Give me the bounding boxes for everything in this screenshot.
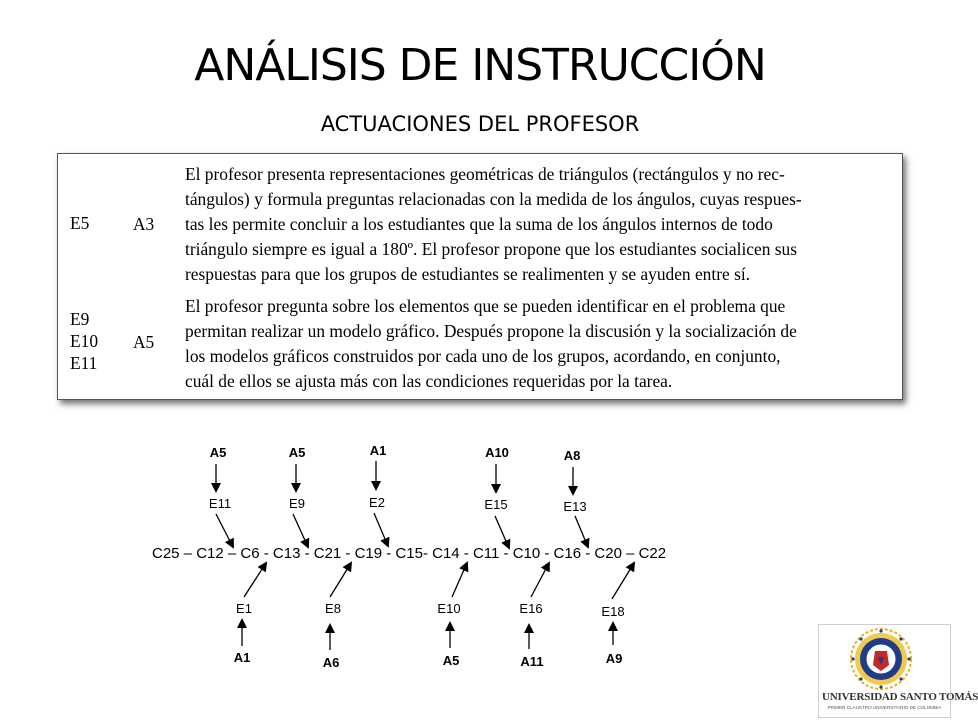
page-subtitle: ACTUACIONES DEL PROFESOR — [320, 112, 640, 136]
description-line: El profesor presenta representaciones geométricas de triángulos (rectángulos y no rec- — [185, 164, 785, 184]
top-episode-label: E13 — [563, 499, 587, 514]
sequence-text: C25 – C12 – C6 - C13 - C21 - C19 - C15- C14 - C11 - C10 - C16 - C20 – C22 — [152, 545, 667, 562]
description-line: respuestas para que los grupos de estudiantes se realimenten y se ayuden entre sí. — [185, 264, 751, 284]
episode-code: E11 — [70, 353, 98, 373]
description-line: triángulo siempre es igual a 180º. El profesor propone que los estudiantes socialicen sus — [185, 239, 797, 259]
description-line: los modelos gráficos construidos por cada uno de los grupos, acordando, en conjunto, — [185, 346, 781, 366]
university-logo — [818, 624, 978, 718]
top-episode-label: E2 — [369, 495, 385, 510]
episode-arrow — [531, 563, 549, 597]
episode-arrow — [293, 514, 308, 547]
logo-tagline: PRIMER CLAUSTRO UNIVERSITARIO DE COLOMBIA — [827, 705, 942, 710]
top-action-label: A10 — [485, 445, 509, 460]
top-episode-label: E15 — [484, 497, 508, 512]
top-action-label: A1 — [369, 443, 387, 458]
bottom-action-label: A6 — [322, 655, 340, 670]
bottom-action-label: A5 — [442, 653, 460, 668]
description-line: El profesor pregunta sobre los elementos que se pueden identificar en el problema que — [185, 296, 786, 316]
top-action-label: A8 — [563, 448, 581, 463]
top-episode-label: E9 — [289, 496, 305, 511]
description-line: tas les permite concluir a los estudiantes que la suma de los ángulos internos de todo — [185, 214, 773, 234]
episode-code: E9 — [70, 309, 90, 329]
episode-arrow — [216, 514, 233, 547]
episode-arrow — [244, 563, 266, 597]
bottom-episode-label: E16 — [519, 601, 543, 616]
action-code: A5 — [133, 332, 155, 352]
episode-arrow — [374, 513, 388, 546]
university-seal-icon — [819, 625, 978, 717]
top-action-label: A5 — [209, 445, 227, 460]
episode-arrow — [612, 563, 634, 599]
episode-arrow — [452, 563, 467, 597]
episode-arrow — [330, 563, 351, 597]
episode-code: E5 — [70, 213, 90, 233]
logo-name: UNIVERSIDAD SANTO TOMÁS — [822, 691, 978, 703]
description-line: tángulos) y formula preguntas relacionadas con la medida de los ángulos, cuyas respues- — [185, 189, 802, 209]
episode-arrow — [575, 516, 588, 547]
bottom-episode-label: E18 — [601, 604, 625, 619]
action-code: A3 — [133, 214, 155, 234]
description-line: cuál de ellos se ajusta más con las condiciones requeridas por la tarea. — [185, 371, 673, 391]
bottom-action-label: A11 — [520, 654, 544, 669]
bottom-episode-label: E10 — [437, 601, 461, 616]
episode-arrow — [495, 516, 509, 548]
episode-code: E10 — [70, 331, 99, 351]
bottom-episode-label: E8 — [325, 601, 341, 616]
top-episode-label: E11 — [208, 496, 232, 511]
page-title: ANÁLISIS DE INSTRUCCIÓN — [194, 40, 766, 91]
top-action-label: A5 — [288, 445, 306, 460]
bottom-episode-label: E1 — [236, 601, 252, 616]
bottom-action-label: A1 — [233, 650, 251, 665]
bottom-action-label: A9 — [605, 651, 623, 666]
description-line: permitan realizar un modelo gráfico. Después propone la discusión y la socialización de — [185, 321, 797, 341]
